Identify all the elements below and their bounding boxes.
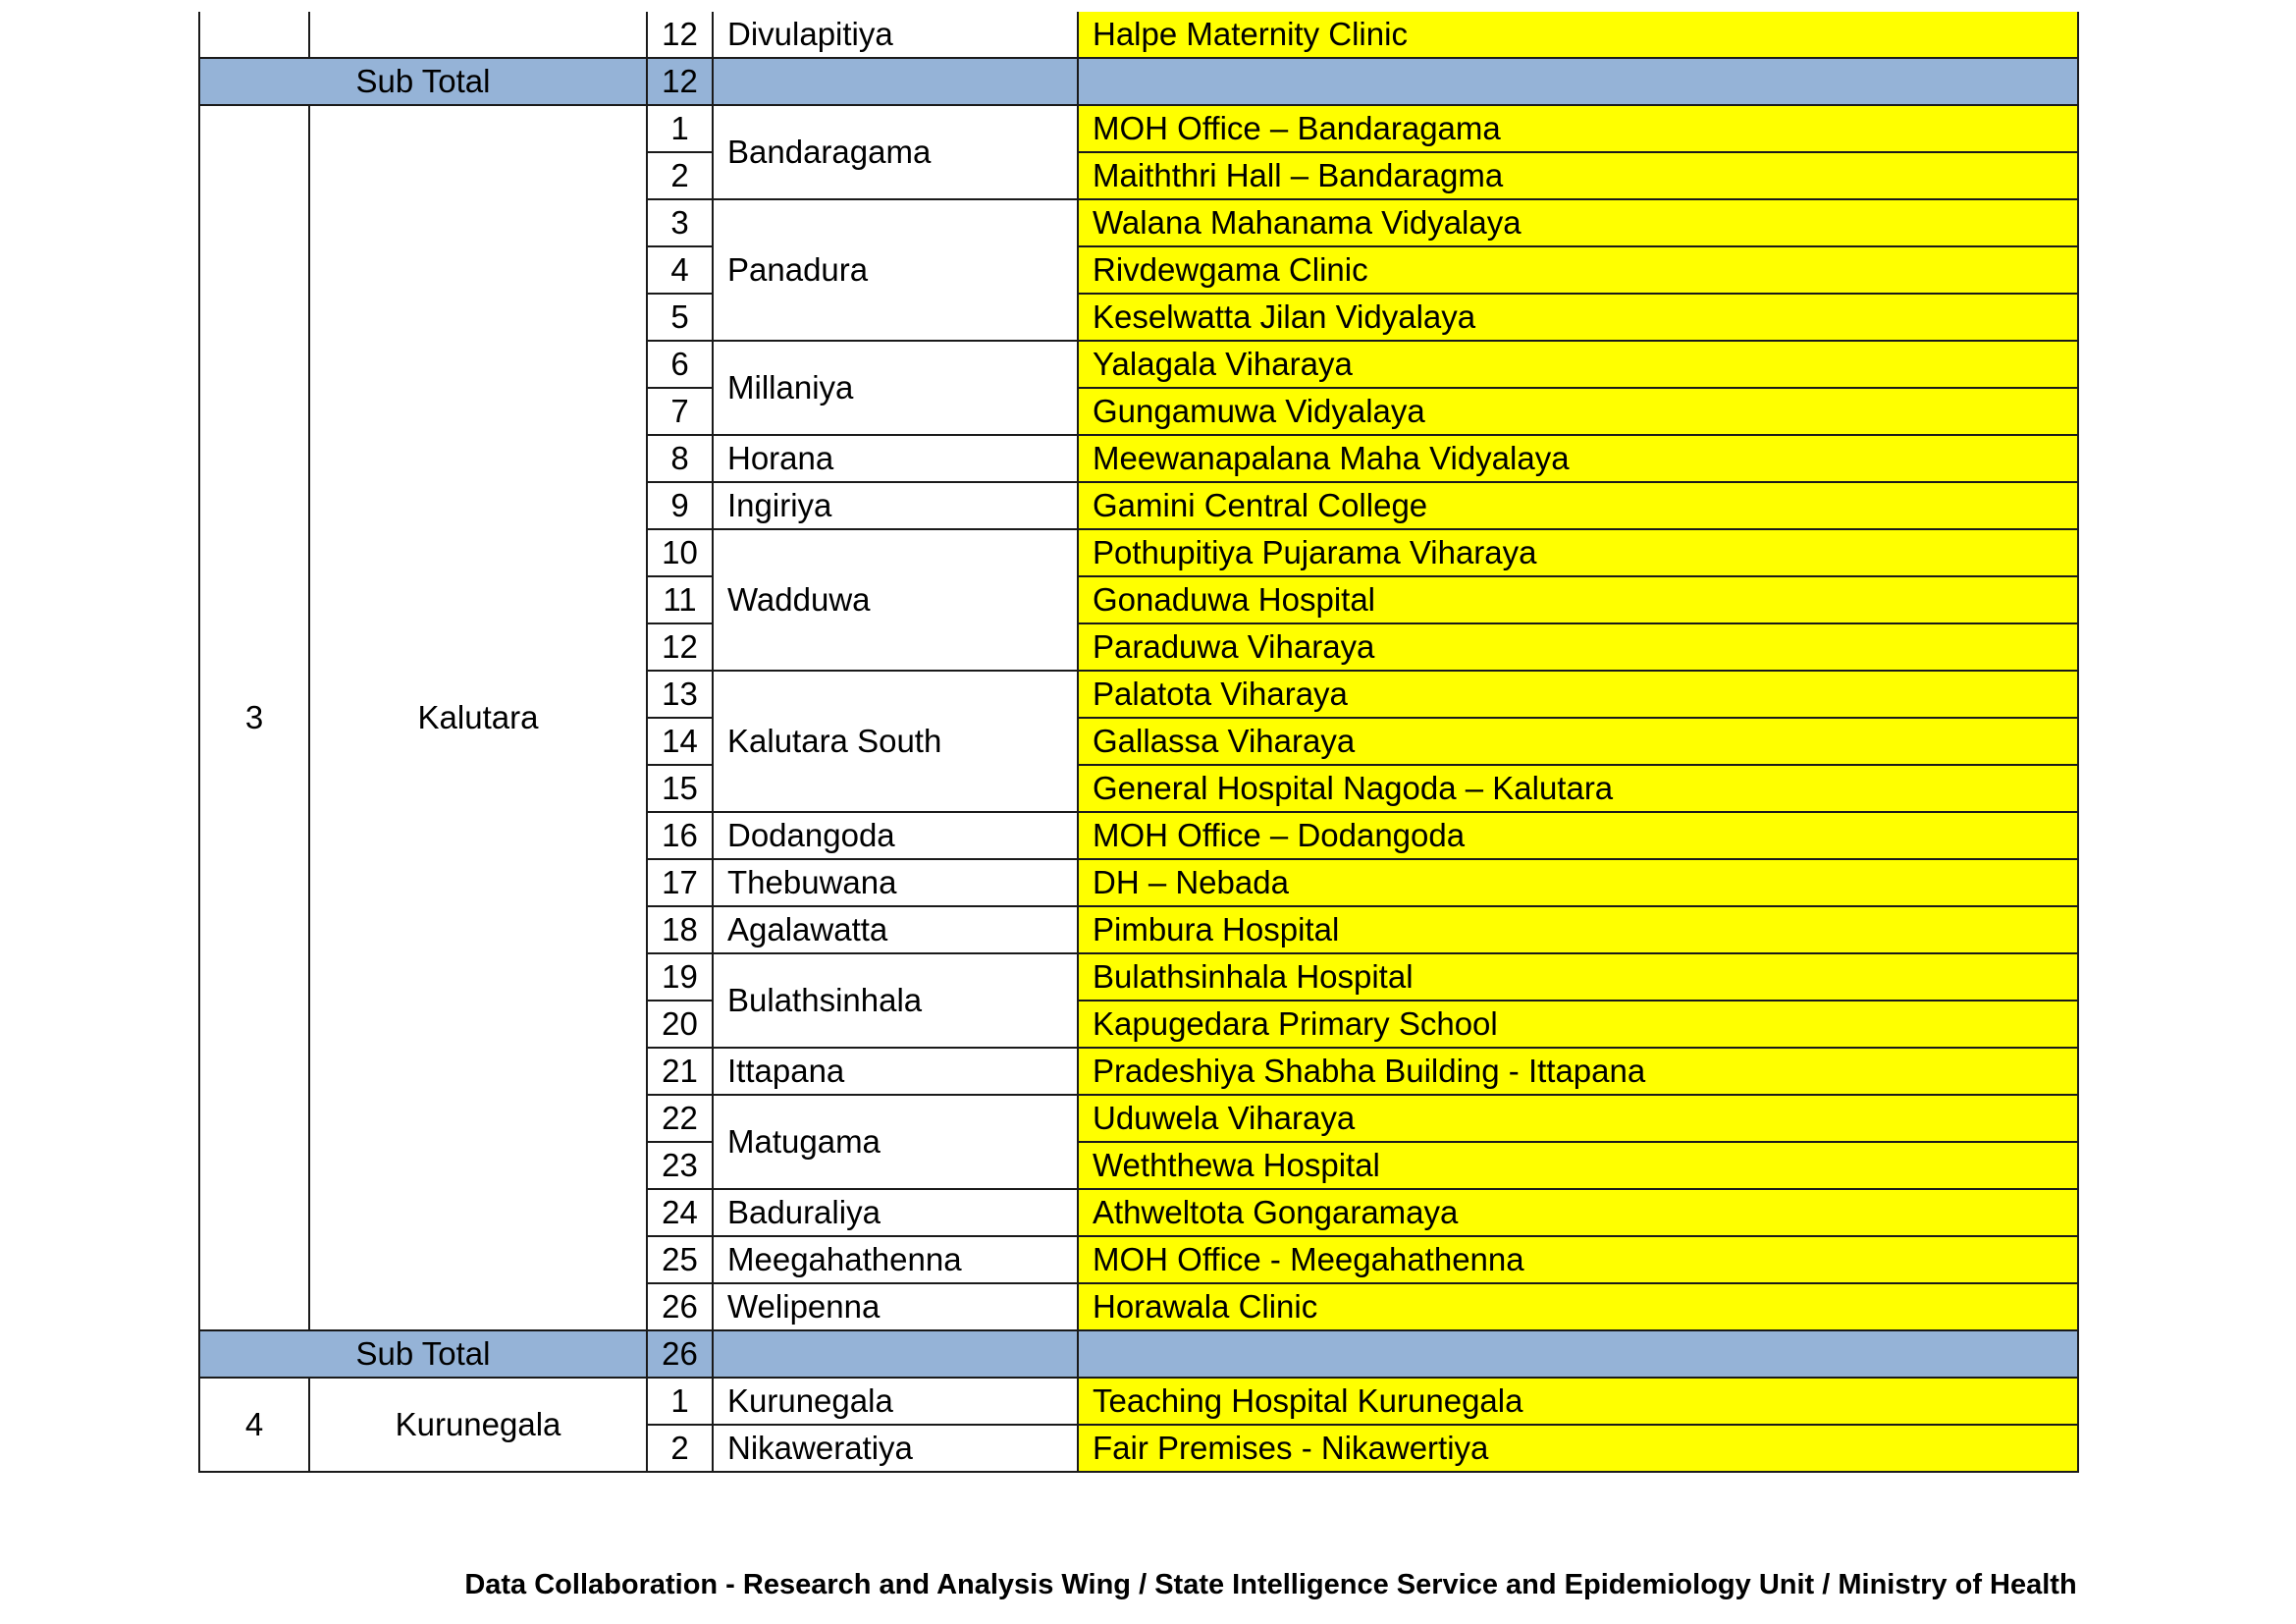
venue-cell: Fair Premises - Nikawertiya — [1078, 1425, 2078, 1472]
venue-cell: Palatota Viharaya — [1078, 671, 2078, 718]
table-row — [199, 105, 2078, 152]
table-row — [199, 1378, 2078, 1425]
subtotal-value: 26 — [647, 1330, 713, 1378]
subtotal-label: Sub Total — [199, 1330, 647, 1378]
moh-area: Baduraliya — [713, 1189, 1078, 1236]
row-number: 19 — [647, 953, 713, 1001]
subtotal-row — [199, 1330, 2078, 1378]
venue-cell: Yalagala Viharaya — [1078, 341, 2078, 388]
row-number: 8 — [647, 435, 713, 482]
row-number: 3 — [647, 199, 713, 246]
venue-cell: Bulathsinhala Hospital — [1078, 953, 2078, 1001]
moh-area: Bulathsinhala — [713, 953, 1078, 1048]
district-cell: Kalutara — [309, 105, 647, 1330]
row-number: 1 — [647, 1378, 713, 1425]
moh-area: Matugama — [713, 1095, 1078, 1189]
row-number: 12 — [647, 12, 713, 58]
venue-cell: Pothupitiya Pujarama Viharaya — [1078, 529, 2078, 576]
venue-cell: Keselwatta Jilan Vidyalaya — [1078, 294, 2078, 341]
row-number: 22 — [647, 1095, 713, 1142]
subtotal-row — [199, 58, 2078, 105]
venue-cell: Maiththri Hall – Bandaragma — [1078, 152, 2078, 199]
moh-area: Ittapana — [713, 1048, 1078, 1095]
row-number: 4 — [647, 246, 713, 294]
moh-area: Panadura — [713, 199, 1078, 341]
venue-cell: Meewanapalana Maha Vidyalaya — [1078, 435, 2078, 482]
venue-cell: Walana Mahanama Vidyalaya — [1078, 199, 2078, 246]
moh-area: Wadduwa — [713, 529, 1078, 671]
venue-cell: Athweltota Gongaramaya — [1078, 1189, 2078, 1236]
row-number: 24 — [647, 1189, 713, 1236]
venue-cell: Teaching Hospital Kurunegala — [1078, 1378, 2078, 1425]
province-no-cell: 4 — [199, 1378, 309, 1472]
moh-area: Millaniya — [713, 341, 1078, 435]
venue-cell: Gungamuwa Vidyalaya — [1078, 388, 2078, 435]
venue-cell: Pradeshiya Shabha Building - Ittapana — [1078, 1048, 2078, 1095]
vaccination-centres-table — [198, 12, 2079, 1473]
venue-cell: MOH Office – Dodangoda — [1078, 812, 2078, 859]
row-number: 26 — [647, 1283, 713, 1330]
row-number: 17 — [647, 859, 713, 906]
row-number: 10 — [647, 529, 713, 576]
moh-area: Divulapitiya — [713, 12, 1078, 58]
subtotal-value: 12 — [647, 58, 713, 105]
venue-cell: MOH Office – Bandaragama — [1078, 105, 2078, 152]
venue-cell: Weththewa Hospital — [1078, 1142, 2078, 1189]
row-number: 2 — [647, 1425, 713, 1472]
moh-area: Kurunegala — [713, 1378, 1078, 1425]
row-number: 14 — [647, 718, 713, 765]
subtotal-empty-cell — [1078, 58, 2078, 105]
moh-area: Kalutara South — [713, 671, 1078, 812]
subtotal-label: Sub Total — [199, 58, 647, 105]
row-number: 5 — [647, 294, 713, 341]
district-cell: Kurunegala — [309, 1378, 647, 1472]
row-number: 1 — [647, 105, 713, 152]
row-number: 11 — [647, 576, 713, 623]
row-number: 12 — [647, 623, 713, 671]
row-number: 13 — [647, 671, 713, 718]
row-number: 25 — [647, 1236, 713, 1283]
row-number: 7 — [647, 388, 713, 435]
venue-cell: Uduwela Viharaya — [1078, 1095, 2078, 1142]
province-no-cell: 3 — [199, 105, 309, 1330]
venue-cell: Gallassa Viharaya — [1078, 718, 2078, 765]
row-number: 6 — [647, 341, 713, 388]
row-number: 9 — [647, 482, 713, 529]
venue-cell: Horawala Clinic — [1078, 1283, 2078, 1330]
moh-area: Nikaweratiya — [713, 1425, 1078, 1472]
row-number: 16 — [647, 812, 713, 859]
venue-cell: Paraduwa Viharaya — [1078, 623, 2078, 671]
row-number: 2 — [647, 152, 713, 199]
venue-cell: Rivdewgama Clinic — [1078, 246, 2078, 294]
row-number: 21 — [647, 1048, 713, 1095]
row-number: 15 — [647, 765, 713, 812]
moh-area: Bandaragama — [713, 105, 1078, 199]
moh-area: Dodangoda — [713, 812, 1078, 859]
moh-area: Horana — [713, 435, 1078, 482]
row-number: 23 — [647, 1142, 713, 1189]
row-number: 18 — [647, 906, 713, 953]
venue-cell: Pimbura Hospital — [1078, 906, 2078, 953]
venue-cell: Gamini Central College — [1078, 482, 2078, 529]
subtotal-empty-cell — [713, 58, 1078, 105]
subtotal-empty-cell — [1078, 1330, 2078, 1378]
moh-area: Thebuwana — [713, 859, 1078, 906]
moh-area: Agalawatta — [713, 906, 1078, 953]
venue-cell: Gonaduwa Hospital — [1078, 576, 2078, 623]
row-number: 20 — [647, 1001, 713, 1048]
district-cell — [309, 12, 647, 58]
table-row — [199, 12, 2078, 58]
footer-credit: Data Collaboration - Research and Analysis Wing / State Intelligence Service and Epidemiology Unit / Ministry of Health — [464, 1569, 2077, 1600]
venue-cell: MOH Office - Meegahathenna — [1078, 1236, 2078, 1283]
province-no-cell — [199, 12, 309, 58]
venue-cell: DH – Nebada — [1078, 859, 2078, 906]
venue-cell: Kapugedara Primary School — [1078, 1001, 2078, 1048]
subtotal-empty-cell — [713, 1330, 1078, 1378]
venue-cell: Halpe Maternity Clinic — [1078, 12, 2078, 58]
venue-cell: General Hospital Nagoda – Kalutara — [1078, 765, 2078, 812]
moh-area: Ingiriya — [713, 482, 1078, 529]
moh-area: Meegahathenna — [713, 1236, 1078, 1283]
moh-area: Welipenna — [713, 1283, 1078, 1330]
